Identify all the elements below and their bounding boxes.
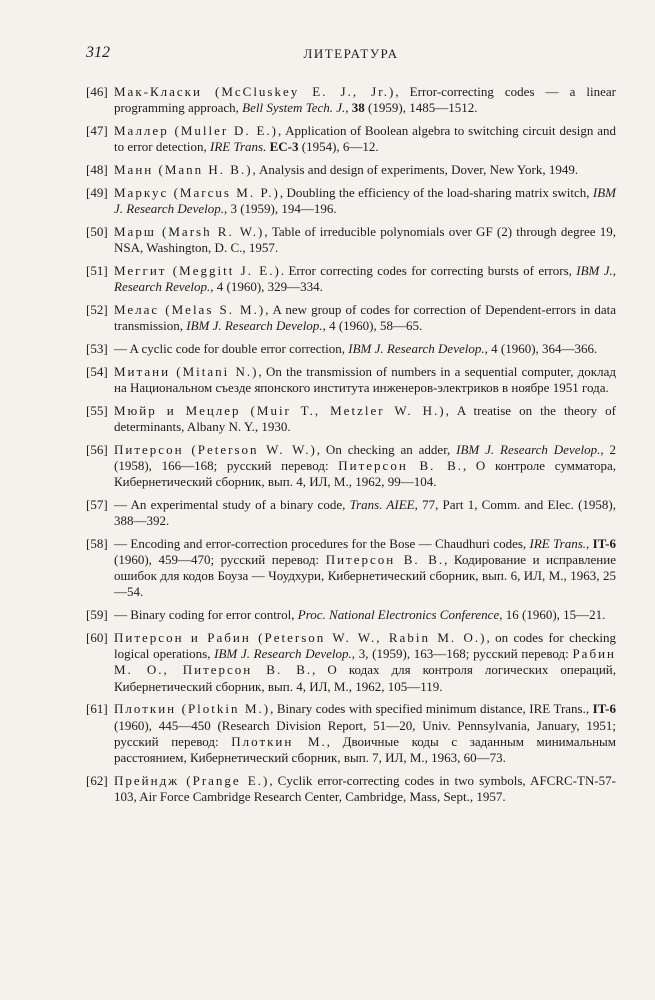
- citation-text: , A treatise on the theory of determinants, Albany N. Y., 1930.: [114, 402, 616, 434]
- reference-entry: [86, 84, 616, 116]
- citation-text: , On checking an adder,: [316, 441, 457, 457]
- journal-title: IBM J., Research Revelop.: [114, 262, 616, 294]
- citation-text: . Error correcting codes for correcting bursts of errors,: [280, 262, 577, 278]
- journal-title: IBM J. Research Develop.: [456, 441, 601, 457]
- reference-entry: [86, 701, 616, 766]
- citation-text: , 3, (1959), 163—168; русский перевод:: [351, 646, 573, 662]
- citation-text: — A cyclic code for double error correction,: [114, 340, 349, 356]
- citation-text: — Encoding and error-correction procedures for the Bose — Chaudhuri codes,: [114, 535, 530, 551]
- reference-number: [48]: [86, 162, 108, 177]
- journal-title: IBM J. Research Develop.: [348, 340, 485, 356]
- reference-number: [57]: [86, 496, 108, 512]
- citation-text: , 4 (1960), 58—65.: [322, 318, 423, 333]
- citation-text: , Cyclik error-correcting codes in two symbols, AFCRC-TN-57-103, Air Force Cambridge Research Center, Cambridge, Mass, Sept., 1957.: [114, 772, 616, 805]
- author-name: Питерсон В. В.: [325, 552, 445, 567]
- reference-number: [59]: [86, 607, 108, 623]
- reference-entry: [86, 773, 616, 805]
- journal-title: IBM J. Research Develop.: [114, 184, 616, 216]
- reference-number: [60]: [86, 630, 108, 645]
- journal-title: IRE Trans.: [529, 535, 586, 551]
- reference-number: [51]: [86, 262, 108, 278]
- citation-text: , Binary codes with specified minimum distance, IRE Trans.,: [270, 701, 593, 717]
- reference-number: [56]: [86, 441, 108, 457]
- citation-text: , 77, Part 1, Comm. and Elec. (1958), 388—392.: [114, 496, 616, 528]
- reference-number: [58]: [86, 535, 108, 551]
- author-name: Питерсон (Peterson W. W.): [114, 441, 317, 457]
- reference-entry: [86, 607, 616, 623]
- author-name: Плоткин (Plotkin M.): [114, 701, 271, 717]
- journal-title: Bell System Tech. J.: [242, 100, 346, 116]
- citation-text: , 2 (1958), 166—168; русский перевод:: [114, 441, 616, 473]
- citation-text: , О кодах для контроля логических операций, Кибернетический сборник, вып. 4, ИЛ, М., 1962, 105—119.: [114, 662, 616, 694]
- citation-text: , on codes for checking logical operations,: [114, 630, 616, 662]
- citation-text: , Doubling the efficiency of the load-sharing matrix switch,: [279, 184, 593, 200]
- reference-entry: [86, 302, 616, 334]
- citation-text: , О контроле сумматора, Кибернетический сборник, вып. 4, ИЛ, М., 1962, 99—104.: [114, 457, 616, 489]
- volume-number: EC-3: [269, 139, 299, 155]
- author-name: Меггит (Meggitt J. E.): [114, 262, 281, 278]
- citation-text: , Кодирование и исправление ошибок для кодов Боуза — Чоудхури, Кибернетический сборник, вып. 6, ИЛ, М., 1963, 25—54.: [114, 552, 616, 600]
- citation-text: , Двоичные коды с заданным минимальным расстоянием, Кибернетический сборник, вып. 7, ИЛ, М., 1963, 60—73.: [114, 733, 616, 766]
- citation-text: , Error-correcting codes — a linear programming approach,: [114, 84, 616, 116]
- reference-entry: [86, 123, 616, 155]
- reference-list: [86, 84, 616, 812]
- page-header: [86, 44, 616, 66]
- journal-title: IRE Trans.: [210, 139, 267, 155]
- author-name: Марш (Marsh R. W.): [114, 223, 265, 239]
- author-name: Плоткин М.: [231, 733, 327, 749]
- citation-text: (1959), 1485—1512.: [364, 100, 478, 116]
- author-name: Маркус (Marcus M. P.): [114, 184, 280, 200]
- reference-entry: [86, 497, 616, 529]
- citation-text: ,: [586, 535, 593, 551]
- reference-number: [53]: [86, 340, 108, 356]
- citation-text: , 16 (1960), 15—21.: [499, 607, 606, 623]
- reference-entry: [86, 263, 616, 295]
- reference-number: [49]: [86, 184, 108, 200]
- author-name: Прейндж (Prange E.): [114, 772, 270, 788]
- reference-number: [62]: [86, 772, 108, 788]
- running-title: ЛИТЕРАТУРА: [303, 46, 399, 61]
- reference-number: [46]: [86, 84, 108, 99]
- author-name: Манн (Mann H. B.): [114, 162, 253, 177]
- reference-entry: [86, 341, 616, 357]
- reference-number: [61]: [86, 701, 108, 717]
- citation-text: , 4 (1960), 329—334.: [210, 279, 323, 294]
- reference-entry: [86, 536, 616, 601]
- reference-number: [55]: [86, 402, 108, 418]
- reference-entry: [86, 364, 616, 396]
- author-name: Мелас (Melas S. M.): [114, 301, 266, 317]
- citation-text: — An experimental study of a binary code,: [114, 496, 350, 512]
- author-name: Митани (Mitani N.): [114, 363, 259, 379]
- reference-entry: [86, 403, 616, 435]
- journal-title: IBM J. Research Develop.: [214, 646, 352, 662]
- citation-text: , 3 (1959), 194—196.: [223, 201, 337, 216]
- citation-text: ,: [345, 100, 352, 116]
- author-name: Мюйр и Мецлер (Muir T., Metzler W. H.): [114, 402, 446, 418]
- citation-text: (1960), 445—450 (Research Division Report, 51—20, Univ. Pennsylvania, January, 1951; русский перевод:: [114, 717, 616, 749]
- reference-entry: [86, 224, 616, 256]
- citation-text: (1954), 6—12.: [298, 139, 379, 155]
- reference-entry: [86, 630, 616, 695]
- volume-number: 38: [351, 100, 365, 116]
- journal-title: Trans. AIEE: [349, 496, 415, 512]
- citation-text: — Binary coding for error control,: [114, 607, 298, 623]
- author-name: Питерсон и Рабин (Peterson W. W., Rabin M. O.): [114, 630, 487, 645]
- journal-title: IBM J. Research Develop.: [186, 318, 323, 333]
- citation-text: (1960), 459—470; русский перевод:: [114, 552, 326, 567]
- reference-entry: [86, 162, 616, 178]
- reference-number: [47]: [86, 123, 108, 138]
- author-name: Мак-Класки (McCluskey E. J., Jr.): [114, 84, 396, 99]
- reference-number: [54]: [86, 363, 108, 379]
- page-number: 312: [86, 44, 110, 61]
- citation-text: , 4 (1960), 364—366.: [484, 340, 598, 356]
- volume-number: IT-6: [592, 535, 616, 551]
- citation-text: , A new group of codes for correction of Dependent-errors in data transmission,: [114, 301, 616, 333]
- citation-text: , On the transmission of numbers in a sequential computer, доклад на Национальном съезде японского института инженеров-электриков в ноябре 1951 года.: [114, 363, 616, 395]
- reference-number: [50]: [86, 223, 108, 239]
- reference-entry: [86, 442, 616, 491]
- reference-number: [52]: [86, 301, 108, 317]
- author-name: Рабин М. О., Питерсон В. В.: [114, 646, 616, 678]
- author-name: Маллер (Muller D. E.): [114, 123, 279, 138]
- reference-entry: [86, 185, 616, 217]
- citation-text: , Analysis and design of experiments, Dover, New York, 1949.: [252, 162, 579, 177]
- journal-title: Proc. National Electronics Conference: [297, 607, 500, 623]
- volume-number: IT-6: [592, 701, 616, 717]
- author-name: Питерсон В. В.: [338, 457, 463, 473]
- citation-text: , Table of irreducible polynomials over GF (2) through degree 19, NSA, Washington, D. C., 1957.: [114, 223, 616, 255]
- citation-text: , Application of Boolean algebra to switching circuit design and to error detection,: [114, 123, 616, 155]
